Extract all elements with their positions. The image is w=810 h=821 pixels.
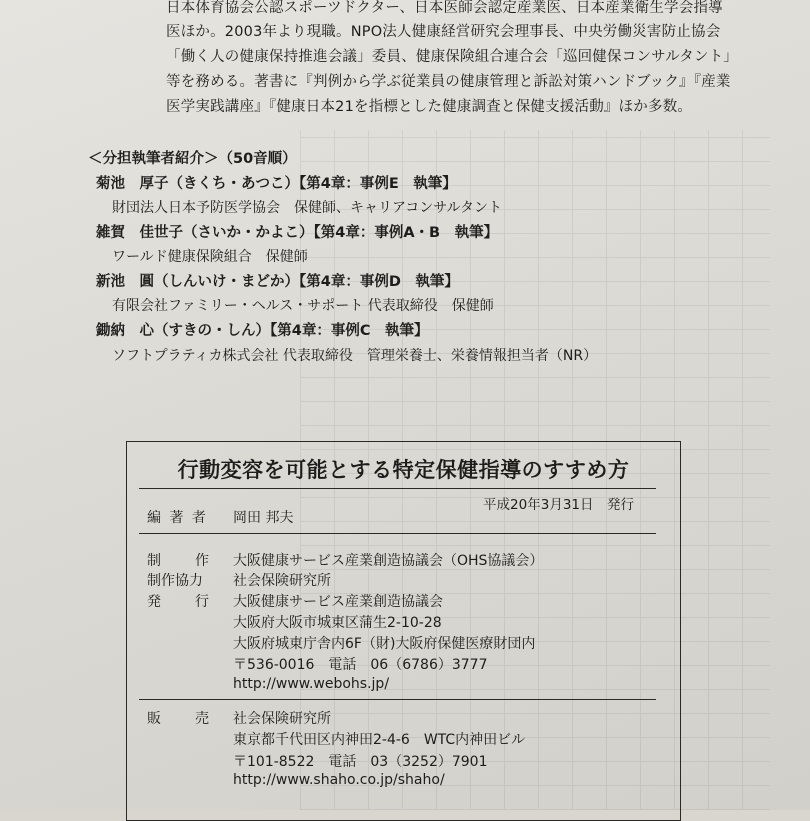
sales-line: 社会保険研究所 [233, 711, 331, 727]
sales-line: 東京都千代田区内神田2-4-6 WTC内神田ビル [233, 732, 526, 748]
publication-date: 平成20年3月31日 発行 [483, 497, 634, 513]
cooperation-value: 社会保険研究所 [233, 573, 331, 589]
contributor-name: 新池 圓（しんいけ・まどか）【第4章：事例D 執筆】 [96, 274, 459, 290]
publisher-rule [139, 699, 656, 700]
publisher-line: 大阪府城東庁舎内6F（財)大阪府保健医療財団内 [233, 636, 536, 652]
bio-line: 医ほか。2003年より現職。NPO法人健康経営研究会理事長、中央労働災害防止協会 [166, 24, 721, 40]
editor-name: 岡田 邦夫 [233, 510, 294, 526]
contributors-heading: ＜分担執筆者紹介＞（50音順） [88, 151, 297, 167]
production-label: 制 作 [147, 553, 211, 569]
bio-line: 医学実践講座』『健康日本21を指標とした健康調査と保健支援活動』ほか多数。 [166, 99, 693, 115]
book-title: 行動変容を可能とする特定保健指導のすすめ方 [177, 458, 630, 482]
bio-line: 等を務める。著書に『判例から学ぶ従業員の健康管理と訴訟対策ハンドブック』『産業 [166, 74, 731, 90]
publisher-url: http://www.webohs.jp/ [233, 676, 390, 692]
editor-rule [139, 533, 656, 534]
bio-line: 「働く人の健康保持推進会議」委員、健康保険組合連合会「巡回健保コンサルタント」 [166, 49, 738, 65]
title-rule [139, 488, 656, 489]
sales-url: http://www.shaho.co.jp/shaho/ [233, 772, 445, 788]
contributor-affiliation: ワールド健康保険組合 保健師 [112, 249, 308, 265]
cooperation-label: 制作協力 [147, 573, 203, 589]
editor-label: 編 著 者 [147, 510, 208, 526]
sales-label: 販 売 [147, 711, 211, 727]
contributor-name: 菊池 厚子（きくち・あつこ）【第4章：事例E 執筆】 [96, 176, 457, 192]
contributor-name: 雑賀 佳世子（さいか・かよこ）【第4章：事例A・B 執筆】 [96, 225, 499, 241]
production-value: 大阪健康サービス産業創造協議会（OHS協議会） [233, 553, 544, 569]
publisher-line: 〒536-0016 電話 06（6786）3777 [233, 657, 488, 673]
contributor-affiliation: 財団法人日本予防医学協会 保健師、キャリアコンサルタント [112, 200, 503, 216]
colophon-box [126, 441, 681, 821]
contributor-affiliation: 有限会社ファミリー・ヘルス・サポート 代表取締役 保健師 [112, 298, 494, 314]
publisher-line: 大阪府大阪市城東区蒲生2-10-28 [233, 615, 442, 631]
sales-line: 〒101-8522 電話 03（3252）7901 [233, 754, 488, 770]
contributor-name: 鋤納 心（すきの・しん）【第4章：事例C 執筆】 [96, 323, 429, 339]
publisher-line: 大阪健康サービス産業創造協議会 [233, 594, 443, 610]
contributor-affiliation: ソフトプラティカ株式会社 代表取締役 管理栄養士、栄養情報担当者（NR） [112, 348, 598, 364]
bio-line: 日本体育協会公認スポーツドクター、日本医師会認定産業医、日本産業衛生学会指導 [166, 0, 723, 16]
publisher-label: 発 行 [147, 594, 211, 610]
